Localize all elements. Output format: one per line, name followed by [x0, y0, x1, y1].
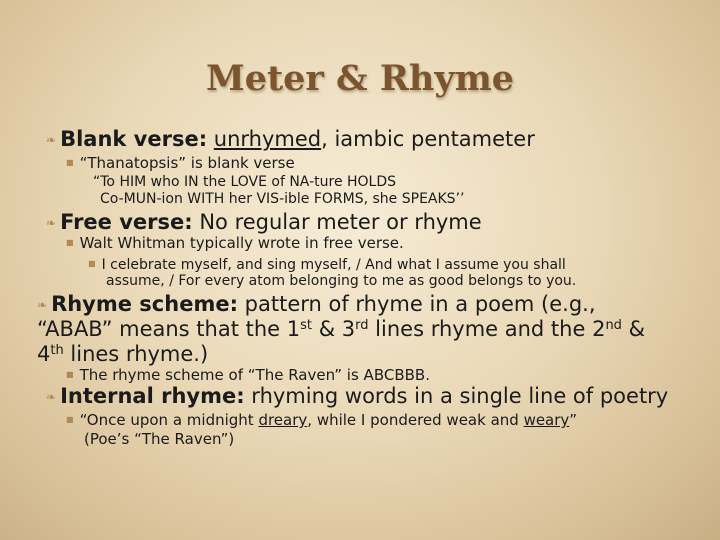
rhyme-scheme-line-2: [37, 317, 645, 342]
thanatopsis-quote-line-2: Co-MUN-ion WITH her VIS-ible FORMS, she SPEAKS’’: [100, 191, 465, 207]
raven-quote-text: ”: [569, 411, 578, 429]
bookmark-bullet-icon: ❧: [46, 133, 57, 147]
bookmark-bullet-icon: ❧: [37, 298, 48, 312]
sub-bullet-raven-scheme: [66, 366, 430, 384]
slide-title: Meter & Rhyme: [205, 58, 515, 99]
rhyme-scheme-text: &: [621, 317, 646, 341]
rhyme-scheme-text: & 3: [312, 317, 356, 341]
raven-quote-text: “Once upon a midnight: [79, 411, 259, 429]
superscript: th: [50, 342, 64, 358]
thanatopsis-quote-line-1: “To HIM who IN the LOVE of NA-ture HOLDS: [93, 174, 397, 190]
superscript: st: [300, 317, 313, 333]
rhyme-scheme-text: lines rhyme and the 2: [368, 317, 606, 341]
rhyme-scheme-def: pattern of rhyme in a poem (e.g.,: [237, 292, 596, 316]
bullet-rhyme-scheme: [37, 292, 596, 318]
raven-quote-underlined: dreary: [258, 411, 308, 429]
rhyme-scheme-text: lines rhyme.): [63, 342, 209, 366]
sub-bullet-raven-quote: [66, 411, 577, 429]
whitman-quote-line-1: I celebrate myself, and sing myself, / And what I assume you shall: [101, 257, 566, 273]
superscript: rd: [355, 317, 369, 333]
internal-rhyme-term: Internal rhyme:: [60, 384, 245, 408]
bullet-free-verse: [46, 210, 482, 236]
rhyme-scheme-text: “ABAB” means that the 1: [37, 317, 301, 341]
superscript: nd: [605, 317, 622, 333]
sub-bullet-whitman: [66, 234, 404, 252]
free-verse-term: Free verse:: [60, 210, 193, 234]
small-square-bullet-icon: ■: [66, 415, 74, 424]
blank-verse-term: Blank verse:: [60, 127, 208, 151]
free-verse-def: No regular meter or rhyme: [192, 210, 482, 234]
raven-quote-text: , while I pondered weak and: [307, 411, 524, 429]
raven-attribution: (Poe’s “The Raven”): [84, 430, 235, 448]
sub-sub-bullet-whitman-quote: [88, 255, 566, 274]
raven-scheme-text: The rhyme scheme of “The Raven” is ABCBBB.: [79, 366, 430, 384]
thanatopsis-text: “Thanatopsis” is blank verse: [79, 154, 295, 172]
small-square-bullet-icon: ■: [66, 370, 74, 379]
rhyme-scheme-line-3: [37, 342, 208, 367]
bookmark-bullet-icon: ❧: [46, 390, 57, 404]
small-square-bullet-icon: ■: [66, 238, 74, 247]
whitman-text: Walt Whitman typically wrote in free verse.: [79, 234, 404, 252]
bookmark-bullet-icon: ❧: [46, 216, 57, 230]
sub-bullet-thanatopsis: [66, 154, 295, 172]
blank-verse-def: , iambic pentameter: [321, 127, 535, 151]
raven-quote-underlined: weary: [523, 411, 570, 429]
whitman-quote-line-2: assume, / For every atom belonging to me as good belongs to you.: [106, 273, 577, 289]
bullet-internal-rhyme: [46, 384, 668, 410]
small-square-bullet-icon: ■: [66, 158, 74, 167]
blank-verse-def-underlined: unrhymed: [213, 127, 322, 151]
rhyme-scheme-text: 4: [37, 342, 51, 366]
internal-rhyme-def: rhyming words in a single line of poetry: [244, 384, 669, 408]
bullet-blank-verse: [46, 127, 535, 153]
rhyme-scheme-term: Rhyme scheme:: [51, 292, 238, 316]
small-square-bullet-icon: ■: [88, 259, 96, 268]
